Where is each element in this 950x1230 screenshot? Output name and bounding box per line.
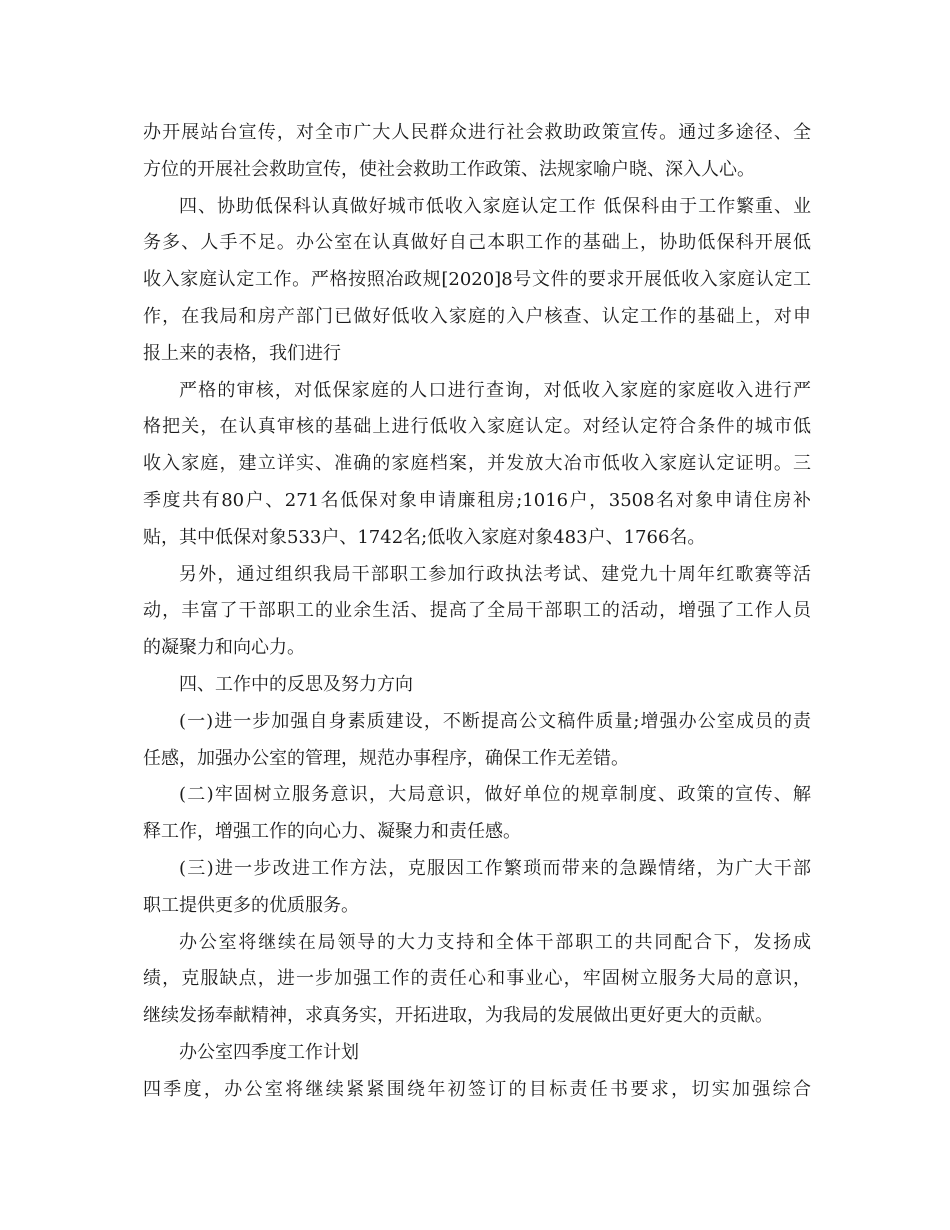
text-line: 务多、人手不足。办公室在认真做好自己本职工作的基础上，协助低保科开展低 xyxy=(143,232,811,254)
paragraph-activities xyxy=(143,557,811,667)
text-line: 季度共有80户、271名低保对象申请廉租房;1016户，3508名对象申请住房补 xyxy=(143,489,811,511)
paragraph-q4 xyxy=(143,1072,811,1109)
paragraph-conclusion xyxy=(143,925,811,1035)
text-line: 办公室将继续在局领导的大力支持和全体干部职工的共同配合下，发扬成 xyxy=(179,931,811,953)
section-heading: 办公室四季度工作计划 xyxy=(179,1041,359,1063)
section-heading-reflection xyxy=(143,667,811,704)
text-line: 职工提供更多的优质服务。 xyxy=(143,894,359,916)
text-line: 作，在我局和房产部门已做好低收入家庭的入户核查、认定工作的基础上，对申 xyxy=(143,305,811,327)
text-line: 释工作，增强工作的向心力、凝聚力和责任感。 xyxy=(143,821,521,843)
section-heading: 四、工作中的反思及努力方向 xyxy=(179,673,413,695)
text-line: 方位的开展社会救助宣传，使社会救助工作政策、法规家喻户晓、深入人心。 xyxy=(143,158,755,180)
text-line: 另外，通过组织我局干部职工参加行政执法考试、建党九十周年红歌赛等活 xyxy=(179,563,811,585)
paragraph-review xyxy=(143,373,811,557)
text-line: (二)牢固树立服务意识，大局意识，做好单位的规章制度、政策的宣传、解 xyxy=(179,784,811,806)
text-line: 继续发扬奉献精神，求真务实，开拓进取，为我局的发展做出更好更大的贡献。 xyxy=(143,1005,773,1027)
text-line: 办开展站台宣传，对全市广大人民群众进行社会救助政策宣传。通过多途径、全 xyxy=(143,122,811,143)
text-line: 收入家庭认定工作。严格按照冶政规[2020]8号文件的要求开展低收入家庭认定工 xyxy=(143,269,811,291)
text-line: 严格的审核，对低保家庭的人口进行查询，对低收入家庭的家庭收入进行严 xyxy=(179,379,811,401)
paragraph-item-2 xyxy=(143,777,811,851)
text-line: 四、协助低保科认真做好城市低收入家庭认定工作 低保科由于工作繁重、业 xyxy=(179,195,811,217)
text-line: 格把关，在认真审核的基础上进行低收入家庭认定。对经认定符合条件的城市低 xyxy=(143,416,811,438)
text-line: (一)进一步加强自身素质建设，不断提高公文稿件质量;增强办公室成员的责 xyxy=(179,710,811,732)
paragraph-item-3 xyxy=(143,851,811,925)
paragraph-low-income-assist xyxy=(143,189,811,373)
text-line: (三)进一步改进工作方法，克服因工作繁琐而带来的急躁情绪，为广大干部 xyxy=(179,857,811,879)
text-line: 贴，其中低保对象533户、1742名;低收入家庭对象483户、1766名。 xyxy=(143,526,706,548)
text-line: 任感，加强办公室的管理，规范办事程序，确保工作无差错。 xyxy=(143,747,629,769)
text-line: 的凝聚力和向心力。 xyxy=(143,637,305,659)
document-body xyxy=(143,115,811,1109)
text-line: 收入家庭，建立详实、准确的家庭档案，并发放大冶市低收入家庭认定证明。三 xyxy=(143,453,811,475)
text-line: 四季度，办公室将继续紧紧围绕年初签订的目标责任书要求，切实加强综合 xyxy=(143,1078,811,1100)
paragraph-publicity xyxy=(143,115,811,189)
paragraph-item-1 xyxy=(143,704,811,778)
text-line: 报上来的表格，我们进行 xyxy=(143,342,341,364)
section-heading-q4-plan xyxy=(143,1035,811,1072)
text-line: 绩，克服缺点，进一步加强工作的责任心和事业心，牢固树立服务大局的意识， xyxy=(143,968,811,990)
text-line: 动，丰富了干部职工的业余生活、提高了全局干部职工的活动，增强了工作人员 xyxy=(143,600,811,622)
